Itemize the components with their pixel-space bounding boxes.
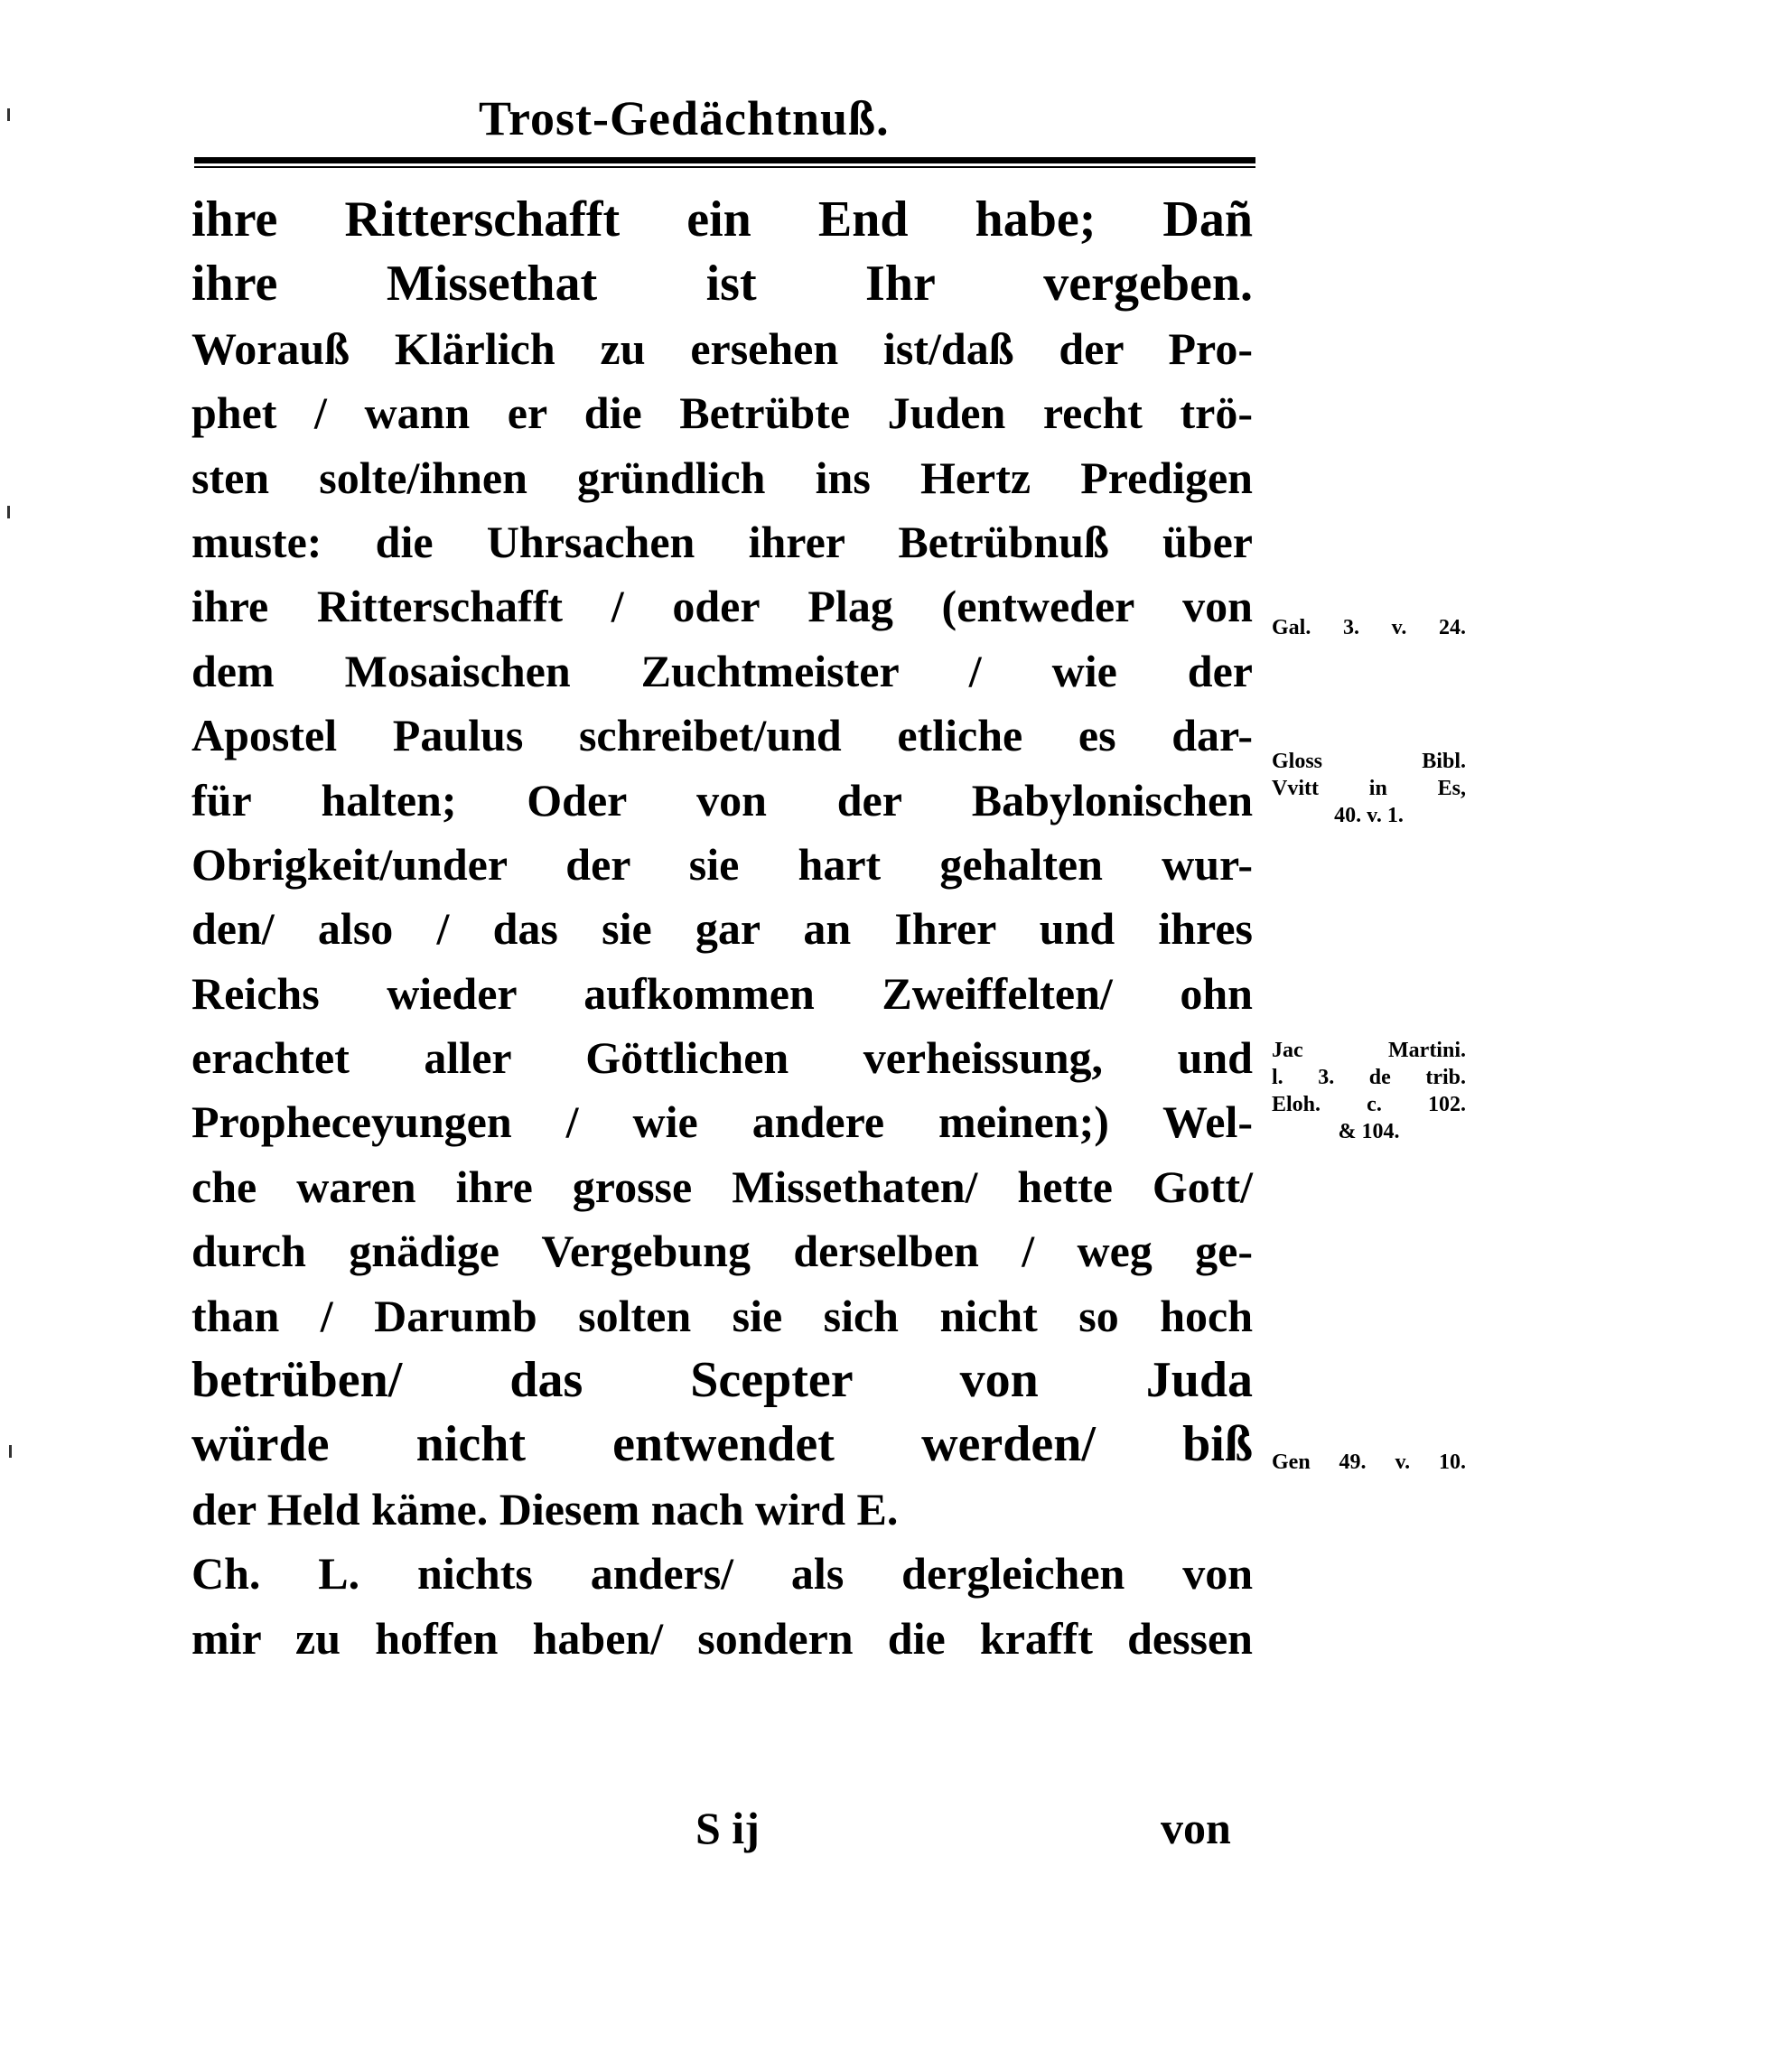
marginal-note-martini (1272, 1037, 1466, 1145)
text-line: würde nicht entwendet werden/ biß (191, 1416, 1253, 1473)
text-line: sten solte/ihnen gründlich ins Hertz Predigen (191, 452, 1253, 503)
text-line: Obrigkeit/under der sie hart gehalten wur- (191, 838, 1253, 890)
marginal-note-gloss (1272, 748, 1466, 829)
text-line: Ch. L. nichts anders/ als dergleichen von (191, 1548, 1253, 1600)
text-line: erachtet aller Göttlichen verheissung, und (191, 1032, 1253, 1084)
marginal-note-genesis (1272, 1449, 1466, 1476)
text-line: ihre Ritterschafft ein End habe; Dañ (191, 191, 1253, 247)
running-head: Trost-Gedächtnuß. (479, 91, 890, 145)
scan-speck (7, 506, 10, 518)
note-line: Gen 49. v. 10. (1272, 1450, 1466, 1474)
note-line: Vvitt in Es, (1272, 777, 1466, 800)
text-line: den/ also / das sie gar an Ihrer und ihres (191, 903, 1253, 955)
catchword: von (1161, 1803, 1231, 1853)
note-line: Eloh. c. 102. (1272, 1093, 1466, 1116)
scan-speck (9, 1445, 12, 1458)
note-line: Gal. 3. v. 24. (1272, 616, 1466, 639)
text-line: für halten; Oder von der Babylonischen (191, 774, 1253, 825)
text-line: Reichs wieder aufkommen Zweiffelten/ ohn (191, 967, 1253, 1019)
header-rule (194, 157, 1255, 163)
text-line: betrüben/ das Scepter von Juda (191, 1352, 1253, 1409)
text-line: durch gnädige Vergebung derselben / weg ge- (191, 1226, 1253, 1277)
note-line: l. 3. de trib. (1272, 1066, 1466, 1089)
text-line: Apostel Paulus schreibet/und etliche es dar- (191, 710, 1253, 761)
text-line: Propheceyungen / wie andere meinen;) Wel- (191, 1096, 1253, 1148)
text-line: che waren ihre grosse Missethaten/ hette Gott/ (191, 1161, 1253, 1212)
text-line: ihre Missethat ist Ihr vergeben. (191, 256, 1253, 312)
signature-mark: S ij (695, 1803, 760, 1853)
text-line: mir zu hoffen haben/ sondern die krafft dessen (191, 1612, 1253, 1664)
note-line: & 104. (1338, 1120, 1400, 1143)
text-line: ihre Ritterschafft / oder Plag (entweder von (191, 581, 1253, 632)
text-line: than / Darumb solten sie sich nicht so hoch (191, 1290, 1253, 1341)
text-line: phet / wann er die Betrübte Juden recht trö- (191, 387, 1253, 439)
marginal-note-galatians (1272, 614, 1466, 641)
note-line: Gloss Bibl. (1272, 750, 1466, 773)
text-line: muste: die Uhrsachen ihrer Betrübnuß über (191, 516, 1253, 567)
text-line: der Held käme. Diesem nach wird E. (191, 1483, 899, 1534)
text-line: dem Mosaischen Zuchtmeister / wie der (191, 645, 1253, 696)
body-text (191, 188, 1253, 1671)
text-line: Worauß Klärlich zu ersehen ist/daß der Pro- (191, 322, 1253, 374)
header-rule-thin (194, 166, 1255, 168)
note-line: Jac Martini. (1272, 1039, 1466, 1062)
note-line: 40. v. 1. (1334, 804, 1404, 827)
scan-speck (7, 108, 10, 121)
